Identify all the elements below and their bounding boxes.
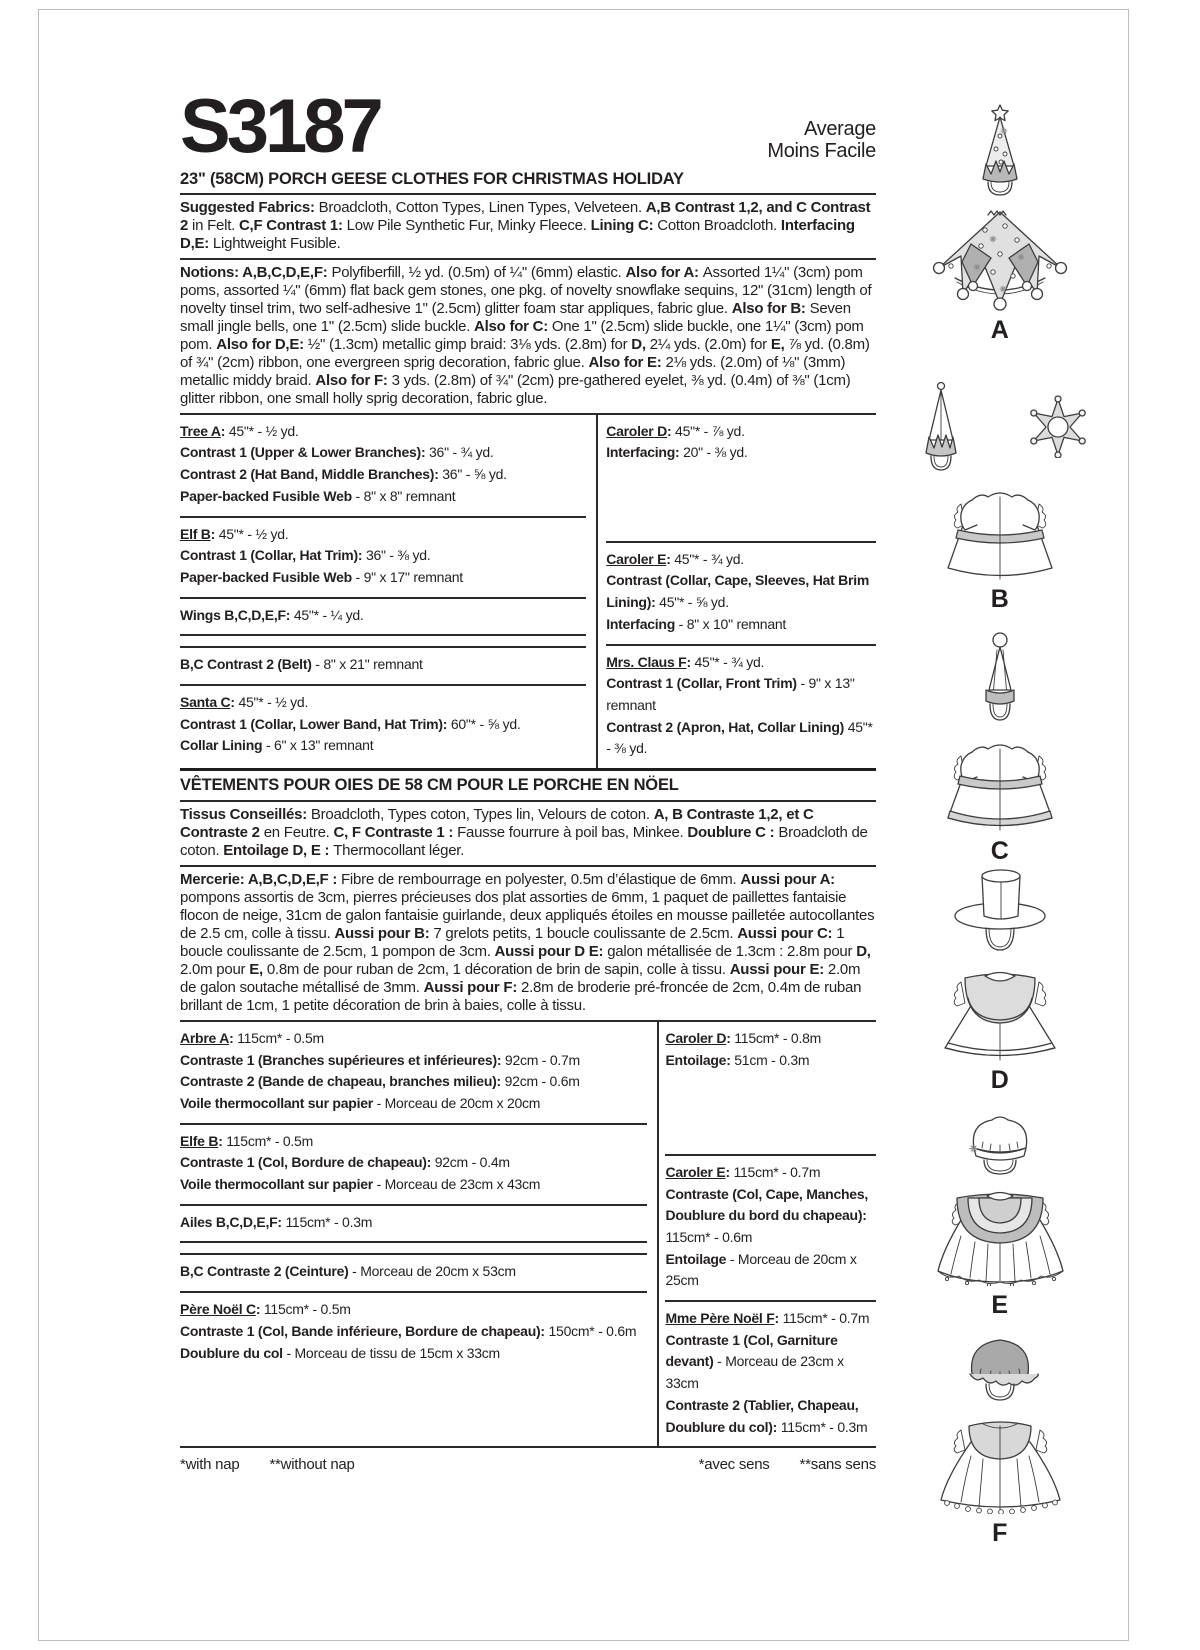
view-b-group bbox=[888, 380, 1112, 614]
yardage-line: Doublure du col - Morceau de tissu de 15cm x 33cm bbox=[180, 1344, 500, 1361]
yardage-line: Elf B: 45"* - ½ yd. bbox=[180, 525, 289, 542]
yardage-line: Paper-backed Fusible Web - 9" x 17" remnant bbox=[180, 568, 463, 585]
view-a-tree-hat-illustration bbox=[960, 104, 1040, 196]
yardage-block-ailes bbox=[180, 1206, 647, 1244]
yardage-block-belt bbox=[180, 646, 586, 686]
yardage-line: Contrast 2 (Apron, Hat, Collar Lining) 45"* - ⅜ yd. bbox=[606, 718, 873, 757]
header bbox=[180, 84, 876, 169]
view-a-label: A bbox=[990, 316, 1010, 344]
yardage-line: Contraste (Col, Cape, Manches, Doublure du bord du chapeau): 115cm* - 0.6m bbox=[665, 1185, 868, 1246]
yardage-line: Contrast 2 (Hat Band, Middle Branches): 36" - ⅝ yd. bbox=[180, 466, 507, 483]
yardage-block-mrs-claus-f bbox=[606, 646, 876, 768]
footnote-avec-sens: *avec sens bbox=[698, 1456, 770, 1474]
view-e-cap-illustration bbox=[960, 1112, 1040, 1178]
yardage-line: Interfacing - 8" x 10" remnant bbox=[606, 615, 787, 632]
yardage-line: Contrast 1 (Collar, Lower Band, Hat Trim): 60"* - ⅝ yd. bbox=[180, 715, 521, 732]
difficulty-english: Average bbox=[803, 118, 876, 140]
view-a-tree-cape-illustration bbox=[925, 206, 1075, 311]
view-a-group bbox=[888, 104, 1112, 345]
yardage-line: Voile thermocollant sur papier - Morceau de 20cm x 20cm bbox=[180, 1095, 541, 1112]
yardage-table-english-right-column bbox=[596, 415, 876, 768]
yardage-line: Wings B,C,D,E,F: 45"* - ¼ yd. bbox=[180, 606, 364, 623]
yardage-line: Mme Père Noël F: 115cm* - 0.7m bbox=[665, 1310, 870, 1327]
view-b-dress-illustration bbox=[925, 488, 1075, 580]
yardage-block-pere-noel-c bbox=[180, 1293, 647, 1372]
view-e-group bbox=[888, 1112, 1112, 1320]
view-c-dress-illustration bbox=[925, 740, 1075, 832]
difficulty-french: Moins Facile bbox=[767, 140, 876, 163]
view-c-santa-hat-illustration bbox=[968, 630, 1032, 722]
yardage-table-english bbox=[180, 413, 876, 768]
yardage-line: Contraste 2 (Bande de chapeau, branches milieu): 92cm - 0.6m bbox=[180, 1073, 580, 1090]
view-e-label: E bbox=[991, 1291, 1009, 1319]
view-b-label: B bbox=[990, 585, 1010, 613]
footnotes-french bbox=[699, 1456, 876, 1473]
yardage-block-arbre-a bbox=[180, 1022, 647, 1125]
footnotes-english bbox=[180, 1456, 355, 1473]
yardage-line: Contraste 1 (Branches supérieures et inférieures): 92cm - 0.7m bbox=[180, 1051, 580, 1068]
yardage-block-mme-pere-noel-f bbox=[665, 1302, 876, 1446]
main-text-column bbox=[180, 84, 876, 1474]
suggested-fabrics-paragraph: Suggested Fabrics: Broadcloth, Cotton Types, Linen Types, Velveteen. A,B Contrast 1,2, and C Contrast 2 in Felt. C,F Contrast 1: Low Pile Synthetic Fur, Minky Fleece. Lining C: Cotton Broadcloth. Interfacing D,E: Lightweight Fusible. bbox=[180, 195, 876, 260]
view-b-elf-hat-illustration bbox=[911, 380, 971, 472]
view-f-group bbox=[888, 1334, 1112, 1548]
yardage-line: Santa C: 45"* - ½ yd. bbox=[180, 693, 309, 710]
yardage-table-french-left-column bbox=[180, 1022, 657, 1446]
yardage-table-french bbox=[180, 1020, 876, 1446]
yardage-line: B,C Contraste 2 (Ceinture) - Morceau de 20cm x 53cm bbox=[180, 1263, 516, 1280]
yardage-table-french-right-column bbox=[657, 1022, 876, 1446]
yardage-line: Tree A: 45"* - ½ yd. bbox=[180, 422, 299, 439]
yardage-block-santa-c bbox=[180, 686, 586, 765]
difficulty-rating bbox=[767, 118, 876, 163]
view-c-label: C bbox=[990, 837, 1010, 865]
yardage-line: Contrast 1 (Upper & Lower Branches): 36" - ¾ yd. bbox=[180, 444, 494, 461]
footnote-sans-sens: **sans sens bbox=[799, 1456, 876, 1474]
yardage-line: Contraste 2 (Tablier, Chapeau, Doublure du col): 115cm* - 0.3m bbox=[665, 1396, 868, 1435]
pattern-title-french: VÊTEMENTS POUR OIES DE 58 CM POUR LE PORCHE EN NÖEL bbox=[180, 768, 876, 802]
yardage-line: Ailes B,C,D,E,F: 115cm* - 0.3m bbox=[180, 1213, 373, 1230]
yardage-block-caroler-e-fr bbox=[665, 1156, 876, 1302]
yardage-line: Voile thermocollant sur papier - Morceau de 23cm x 43cm bbox=[180, 1176, 541, 1193]
pattern-title-english: 23" (58CM) PORCH GEESE CLOTHES FOR CHRISTMAS HOLIDAY bbox=[180, 167, 876, 195]
view-e-dress-illustration bbox=[923, 1186, 1078, 1286]
footnote-with-nap: *with nap bbox=[180, 1456, 240, 1474]
yardage-block-tree-a bbox=[180, 415, 586, 518]
yardage-line: Caroler E: 45"* - ¾ yd. bbox=[606, 550, 744, 567]
yardage-line: Paper-backed Fusible Web - 8" x 8" remnant bbox=[180, 487, 456, 504]
notions-paragraph: Notions: A,B,C,D,E,F: Polyfiberfill, ½ yd. (0.5m) of ¼" (6mm) elastic. Also for A: Assorted 1¼" (3cm) pom poms, assorted ¼" (6mm) flat back gem stones, one pkg. of novelty snowflake sequins, 12" (31cm) length of novelty tinsel trim, two self-adhesive 1" (2.5cm) glitter foam star appliques, fabric glue. Also for B: Seven small jingle bells, one 1" (2.5cm) slide buckle. Also for C: One 1" (2.5cm) slide buckle, one 1¼" (3cm) pom pom. Also for D,E: ½" (1.3cm) metallic gimp braid: 3⅛ yds. (2.8m) for D, 2¼ yds. (2.0m) for E, ⅞ yd. (0.8m) of ¾" (2cm) ribbon, one evergreen sprig decoration, fabric glue. Also for E: 2⅛ yds. (2.0m) of ⅛" (3mm) metallic middy braid. Also for F: 3 yds. (2.8m) of ¾" (2cm) pre-gathered eyelet, ⅜ yd. (0.4m) of ⅜" (1cm) glitter ribbon, one small holly sprig decoration, fabric glue. bbox=[180, 263, 872, 407]
yardage-line: Caroler D: 115cm* - 0.8m bbox=[665, 1029, 822, 1046]
view-d-dress-illustration bbox=[925, 966, 1075, 1061]
view-d-group bbox=[888, 864, 1112, 1095]
view-d-label: D bbox=[990, 1066, 1010, 1094]
yardage-line: Mrs. Claus F: 45"* - ¾ yd. bbox=[606, 653, 765, 670]
yardage-line: Contrast (Collar, Cape, Sleeves, Hat Brim Lining): 45"* - ⅝ yd. bbox=[606, 572, 870, 611]
view-f-bonnet-illustration bbox=[960, 1334, 1040, 1404]
yardage-line: Arbre A: 115cm* - 0.5m bbox=[180, 1029, 324, 1046]
yardage-line: Entoilage - Morceau de 20cm x 25cm bbox=[665, 1250, 857, 1289]
yardage-block-elf-b bbox=[180, 518, 586, 599]
view-b-star-collar-illustration bbox=[1026, 394, 1090, 458]
yardage-line: Interfacing: 20" - ⅜ yd. bbox=[606, 444, 748, 461]
pattern-number: S3187 bbox=[180, 84, 380, 169]
yardage-line: Entoilage: 51cm - 0.3m bbox=[665, 1051, 810, 1068]
yardage-line: Contraste 1 (Col, Garniture devant) - Morceau de 23cm x 33cm bbox=[665, 1331, 844, 1392]
tissus-conseilles-paragraph: Tissus Conseillés: Broadcloth, Types coton, Types lin, Velours de coton. A, B Contraste 1,2, et C Contraste 2 en Feutre. C, F Contraste 1 : Fausse fourrure à poil bas, Minkee. Doublure C : Broadcloth de coton. Entoilage D, E : Thermocollant léger. bbox=[180, 802, 876, 867]
mercerie-paragraph: Mercerie: A,B,C,D,E,F : Fibre de rembourrage en polyester, 0.5m d’élastique de 6mm. Aussi pour A: pompons assortis de 3cm, pierres précieuses dos plat assorties de 6mm, 1 paquet de paillettes fantaisie flocon de neige, 31cm de galon fantaisie guirlande, deux appliqués étoiles en mousse pailletée autocollantes de 2.5 cm, colle à tissu. Aussi pour B: 7 grelots petits, 1 boucle coulissante de 2.5cm. Aussi pour C: 1 boucle coulissante de 2.5cm, 1 pompon de 3cm. Aussi pour D E: galon métallisée de 1.3cm : 2.8m pour D, 2.0m pour E, 0.8m de pour ruban de 2cm, 1 décoration de brin de sapin, colle à tissu. Aussi pour E: 2.0m de galon soutache métallisé de 3mm. Aussi pour F: 2.8m de broderie pré-froncée de 2cm, 0.4m de ruban brillant de 1cm, 1 petite décoration de brin à baies, colle à tissu. bbox=[180, 870, 875, 1014]
yardage-line: B,C Contrast 2 (Belt) - 8" x 21" remnant bbox=[180, 656, 423, 673]
view-f-label: F bbox=[992, 1519, 1008, 1547]
yardage-line: Contraste 1 (Col, Bande inférieure, Bordure de chapeau): 150cm* - 0.6m bbox=[180, 1322, 637, 1339]
yardage-line: Collar Lining - 6" x 13" remnant bbox=[180, 737, 374, 754]
yardage-table-english-left-column bbox=[180, 415, 596, 768]
view-f-dress-illustration bbox=[923, 1414, 1078, 1514]
yardage-block-ceinture bbox=[180, 1253, 647, 1293]
yardage-block-elfe-b bbox=[180, 1125, 647, 1206]
view-c-group bbox=[888, 630, 1112, 866]
yardage-block-caroler-d-fr bbox=[665, 1022, 876, 1156]
footnote-without-nap: **without nap bbox=[269, 1456, 355, 1474]
yardage-block-caroler-d bbox=[606, 415, 876, 543]
yardage-line: Contrast 1 (Collar, Hat Trim): 36" - ⅜ yd. bbox=[180, 547, 431, 564]
yardage-line: Père Noël C: 115cm* - 0.5m bbox=[180, 1301, 351, 1318]
yardage-block-wings bbox=[180, 599, 586, 637]
yardage-line: Contraste 1 (Col, Bordure de chapeau): 92cm - 0.4m bbox=[180, 1154, 510, 1171]
footnotes-row bbox=[180, 1446, 876, 1473]
yardage-line: Caroler D: 45"* - ⅞ yd. bbox=[606, 422, 745, 439]
yardage-line: Caroler E: 115cm* - 0.7m bbox=[665, 1163, 821, 1180]
yardage-line: Contrast 1 (Collar, Front Trim) - 9" x 13" remnant bbox=[606, 675, 855, 713]
yardage-block-caroler-e bbox=[606, 543, 876, 646]
yardage-line: Elfe B: 115cm* - 0.5m bbox=[180, 1132, 313, 1149]
view-d-top-hat-illustration bbox=[950, 864, 1050, 956]
